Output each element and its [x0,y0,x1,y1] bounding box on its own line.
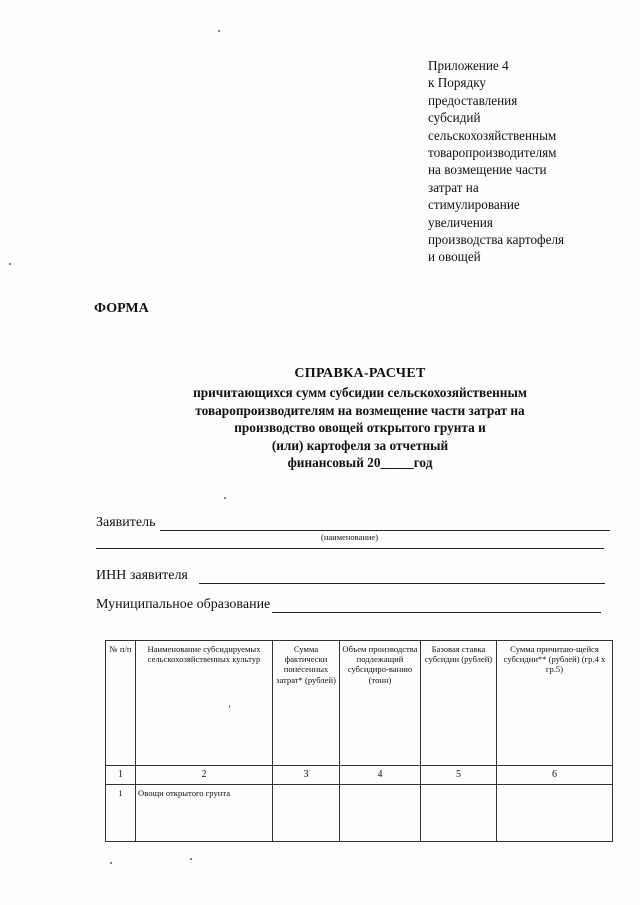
scan-speck [110,862,112,864]
column-header: Базовая ставка субсидии (рублей) [421,641,497,766]
appendix-line: Приложение 4 [428,58,509,73]
appendix-line: сельскохозяйственным [428,127,557,143]
column-header: № п/п [106,641,136,766]
applicant-caption: (наименование) [321,532,379,542]
column-number: 5 [421,766,497,785]
column-number-row [106,766,613,785]
column-number: 3 [273,766,340,785]
column-header: Объем производства подлежащий субсидиро-ванию (тонн) [340,641,421,766]
subsidy-table [105,640,613,842]
title-line: финансовый 20_____год [287,455,433,471]
column-number: 4 [340,766,421,785]
appendix-line: субсидий [428,110,481,126]
appendix-line: стимулирование [428,197,520,213]
title-line: производство овощей открытого грунта и [234,420,486,436]
table-header-row [106,641,613,766]
scan-speck [190,858,192,860]
title-main: СПРАВКА-РАСЧЕТ [294,366,426,381]
appendix-line: и овощей [428,249,481,265]
crop-name-cell: Овощи открытого грунта [136,785,273,842]
title-line: причитающихся сумм субсидии сельскохозяйственным [193,385,527,400]
form-label: ФОРМА [94,301,149,316]
scan-speck [218,30,220,32]
appendix-line: предоставления [428,92,518,108]
inn-label: ИНН заявителя [96,568,188,583]
column-number: 1 [106,766,136,785]
scan-speck [224,497,226,499]
column-header: Наименование субсидируемых сельскохозяйственных культур [136,641,273,766]
appendix-line: увеличения [428,214,493,230]
appendix-line: производства картофеля [428,232,565,248]
scan-speck [229,705,230,708]
applicant-label: Заявитель [96,515,156,530]
appendix-line: на возмещение части [428,162,547,178]
subsidy-amount-cell[interactable] [497,785,613,842]
municipality-label: Муниципальное образование [96,597,271,612]
appendix-line: к Порядку [428,75,487,91]
rate-cell[interactable] [421,785,497,842]
applicant-field-continuation[interactable] [96,548,604,549]
title-line: товаропроизводителям на возмещение части затрат на [195,402,525,418]
appendix-line: затрат на [428,179,479,195]
municipality-field[interactable] [272,612,601,613]
column-number: 2 [136,766,273,785]
appendix-line: товаропроизводителям [428,145,557,161]
applicant-field[interactable] [160,530,610,531]
volume-cell[interactable] [340,785,421,842]
inn-field[interactable] [199,583,605,584]
table-row [106,785,613,842]
column-number: 6 [497,766,613,785]
document-title [110,366,610,472]
column-header: Сумма причитаю-щейся субсидии** (рублей) (гр.4 х гр.5) [497,641,613,766]
column-header: Сумма фактически понесенных затрат* (рублей) [273,641,340,766]
row-number: 1 [106,785,136,842]
appendix-block [428,57,628,266]
costs-cell[interactable] [273,785,340,842]
scan-speck [9,263,11,265]
title-line: (или) картофеля за отчетный [271,437,449,453]
